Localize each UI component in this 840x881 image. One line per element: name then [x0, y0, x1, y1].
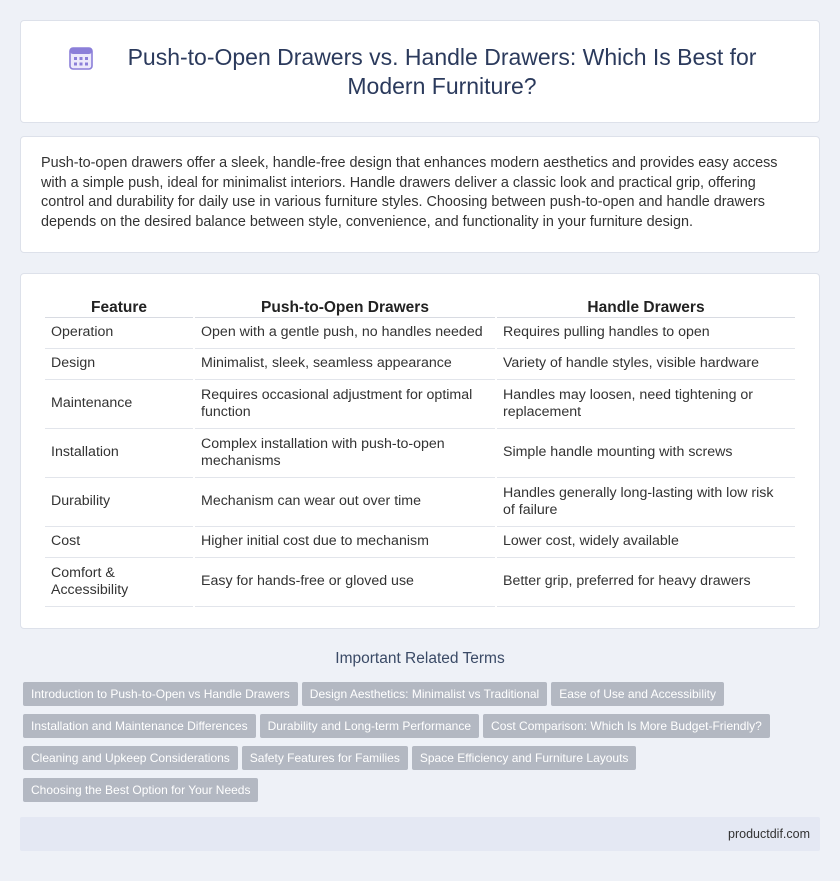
related-term-tag[interactable]: Installation and Maintenance Differences	[23, 714, 256, 738]
handle-cell: Simple handle mounting with screws	[497, 429, 795, 478]
handle-cell: Better grip, preferred for heavy drawers	[497, 558, 795, 607]
push-to-open-cell: Open with a gentle push, no handles needed	[195, 318, 495, 349]
related-term-tag[interactable]: Cost Comparison: Which Is More Budget-Friendly?	[483, 714, 770, 738]
related-term-tag[interactable]: Durability and Long-term Performance	[260, 714, 479, 738]
footer	[20, 817, 820, 851]
feature-cell: Durability	[45, 478, 193, 527]
feature-cell: Maintenance	[45, 380, 193, 429]
related-term-tag[interactable]: Ease of Use and Accessibility	[551, 682, 724, 706]
handle-cell: Variety of handle styles, visible hardware	[497, 349, 795, 380]
related-term-tag[interactable]: Design Aesthetics: Minimalist vs Traditional	[302, 682, 547, 706]
handle-cell: Handles may loosen, need tightening or replacement	[497, 380, 795, 429]
related-terms-heading: Important Related Terms	[335, 650, 505, 667]
table-row	[45, 527, 795, 558]
table-header-row	[45, 296, 795, 318]
column-header-push-to-open: Push-to-Open Drawers	[195, 296, 495, 318]
intro-paragraph: Push-to-open drawers offer a sleek, handle-free design that enhances modern aesthetics and provides easy access with a simple push, ideal for minimalist interiors. Handle drawers deliver a classic look and practical grip, offering control and durability for daily use in various furniture styles. Choosing between push-to-open and handle drawers depends on the desired balance between style, convenience, and functionality in your furniture design.	[41, 155, 778, 230]
handle-cell: Handles generally long-lasting with low risk of failure	[497, 478, 795, 527]
column-header-feature: Feature	[45, 296, 193, 318]
related-term-tag[interactable]: Cleaning and Upkeep Considerations	[23, 746, 238, 770]
push-to-open-cell: Complex installation with push-to-open mechanisms	[195, 429, 495, 478]
related-term-tag[interactable]: Introduction to Push-to-Open vs Handle Drawers	[23, 682, 298, 706]
column-header-handle: Handle Drawers	[497, 296, 795, 318]
related-terms-list	[23, 682, 803, 810]
push-to-open-cell: Requires occasional adjustment for optimal function	[195, 380, 495, 429]
push-to-open-cell: Higher initial cost due to mechanism	[195, 527, 495, 558]
related-term-tag[interactable]: Choosing the Best Option for Your Needs	[23, 778, 258, 802]
comparison-card	[20, 273, 820, 629]
feature-cell: Comfort & Accessibility	[45, 558, 193, 607]
handle-cell: Lower cost, widely available	[497, 527, 795, 558]
site-domain-link[interactable]: productdif.com	[728, 827, 810, 841]
related-term-tag[interactable]: Space Efficiency and Furniture Layouts	[412, 746, 637, 770]
calendar-grid-icon	[68, 45, 94, 71]
feature-cell: Cost	[45, 527, 193, 558]
table-row	[45, 318, 795, 349]
feature-cell: Installation	[45, 429, 193, 478]
feature-cell: Operation	[45, 318, 193, 349]
handle-cell: Requires pulling handles to open	[497, 318, 795, 349]
table-row	[45, 380, 795, 429]
related-term-tag[interactable]: Safety Features for Families	[242, 746, 408, 770]
push-to-open-cell: Mechanism can wear out over time	[195, 478, 495, 527]
page-title: Push-to-Open Drawers vs. Handle Drawers: Which Is Best for Modern Furniture?	[127, 43, 757, 99]
comparison-table	[43, 296, 797, 607]
table-row	[45, 429, 795, 478]
push-to-open-cell: Easy for hands-free or gloved use	[195, 558, 495, 607]
table-row	[45, 349, 795, 380]
title-card	[20, 20, 820, 123]
intro-card	[20, 136, 820, 253]
table-row	[45, 478, 795, 527]
feature-cell: Design	[45, 349, 193, 380]
push-to-open-cell: Minimalist, sleek, seamless appearance	[195, 349, 495, 380]
table-row	[45, 558, 795, 607]
